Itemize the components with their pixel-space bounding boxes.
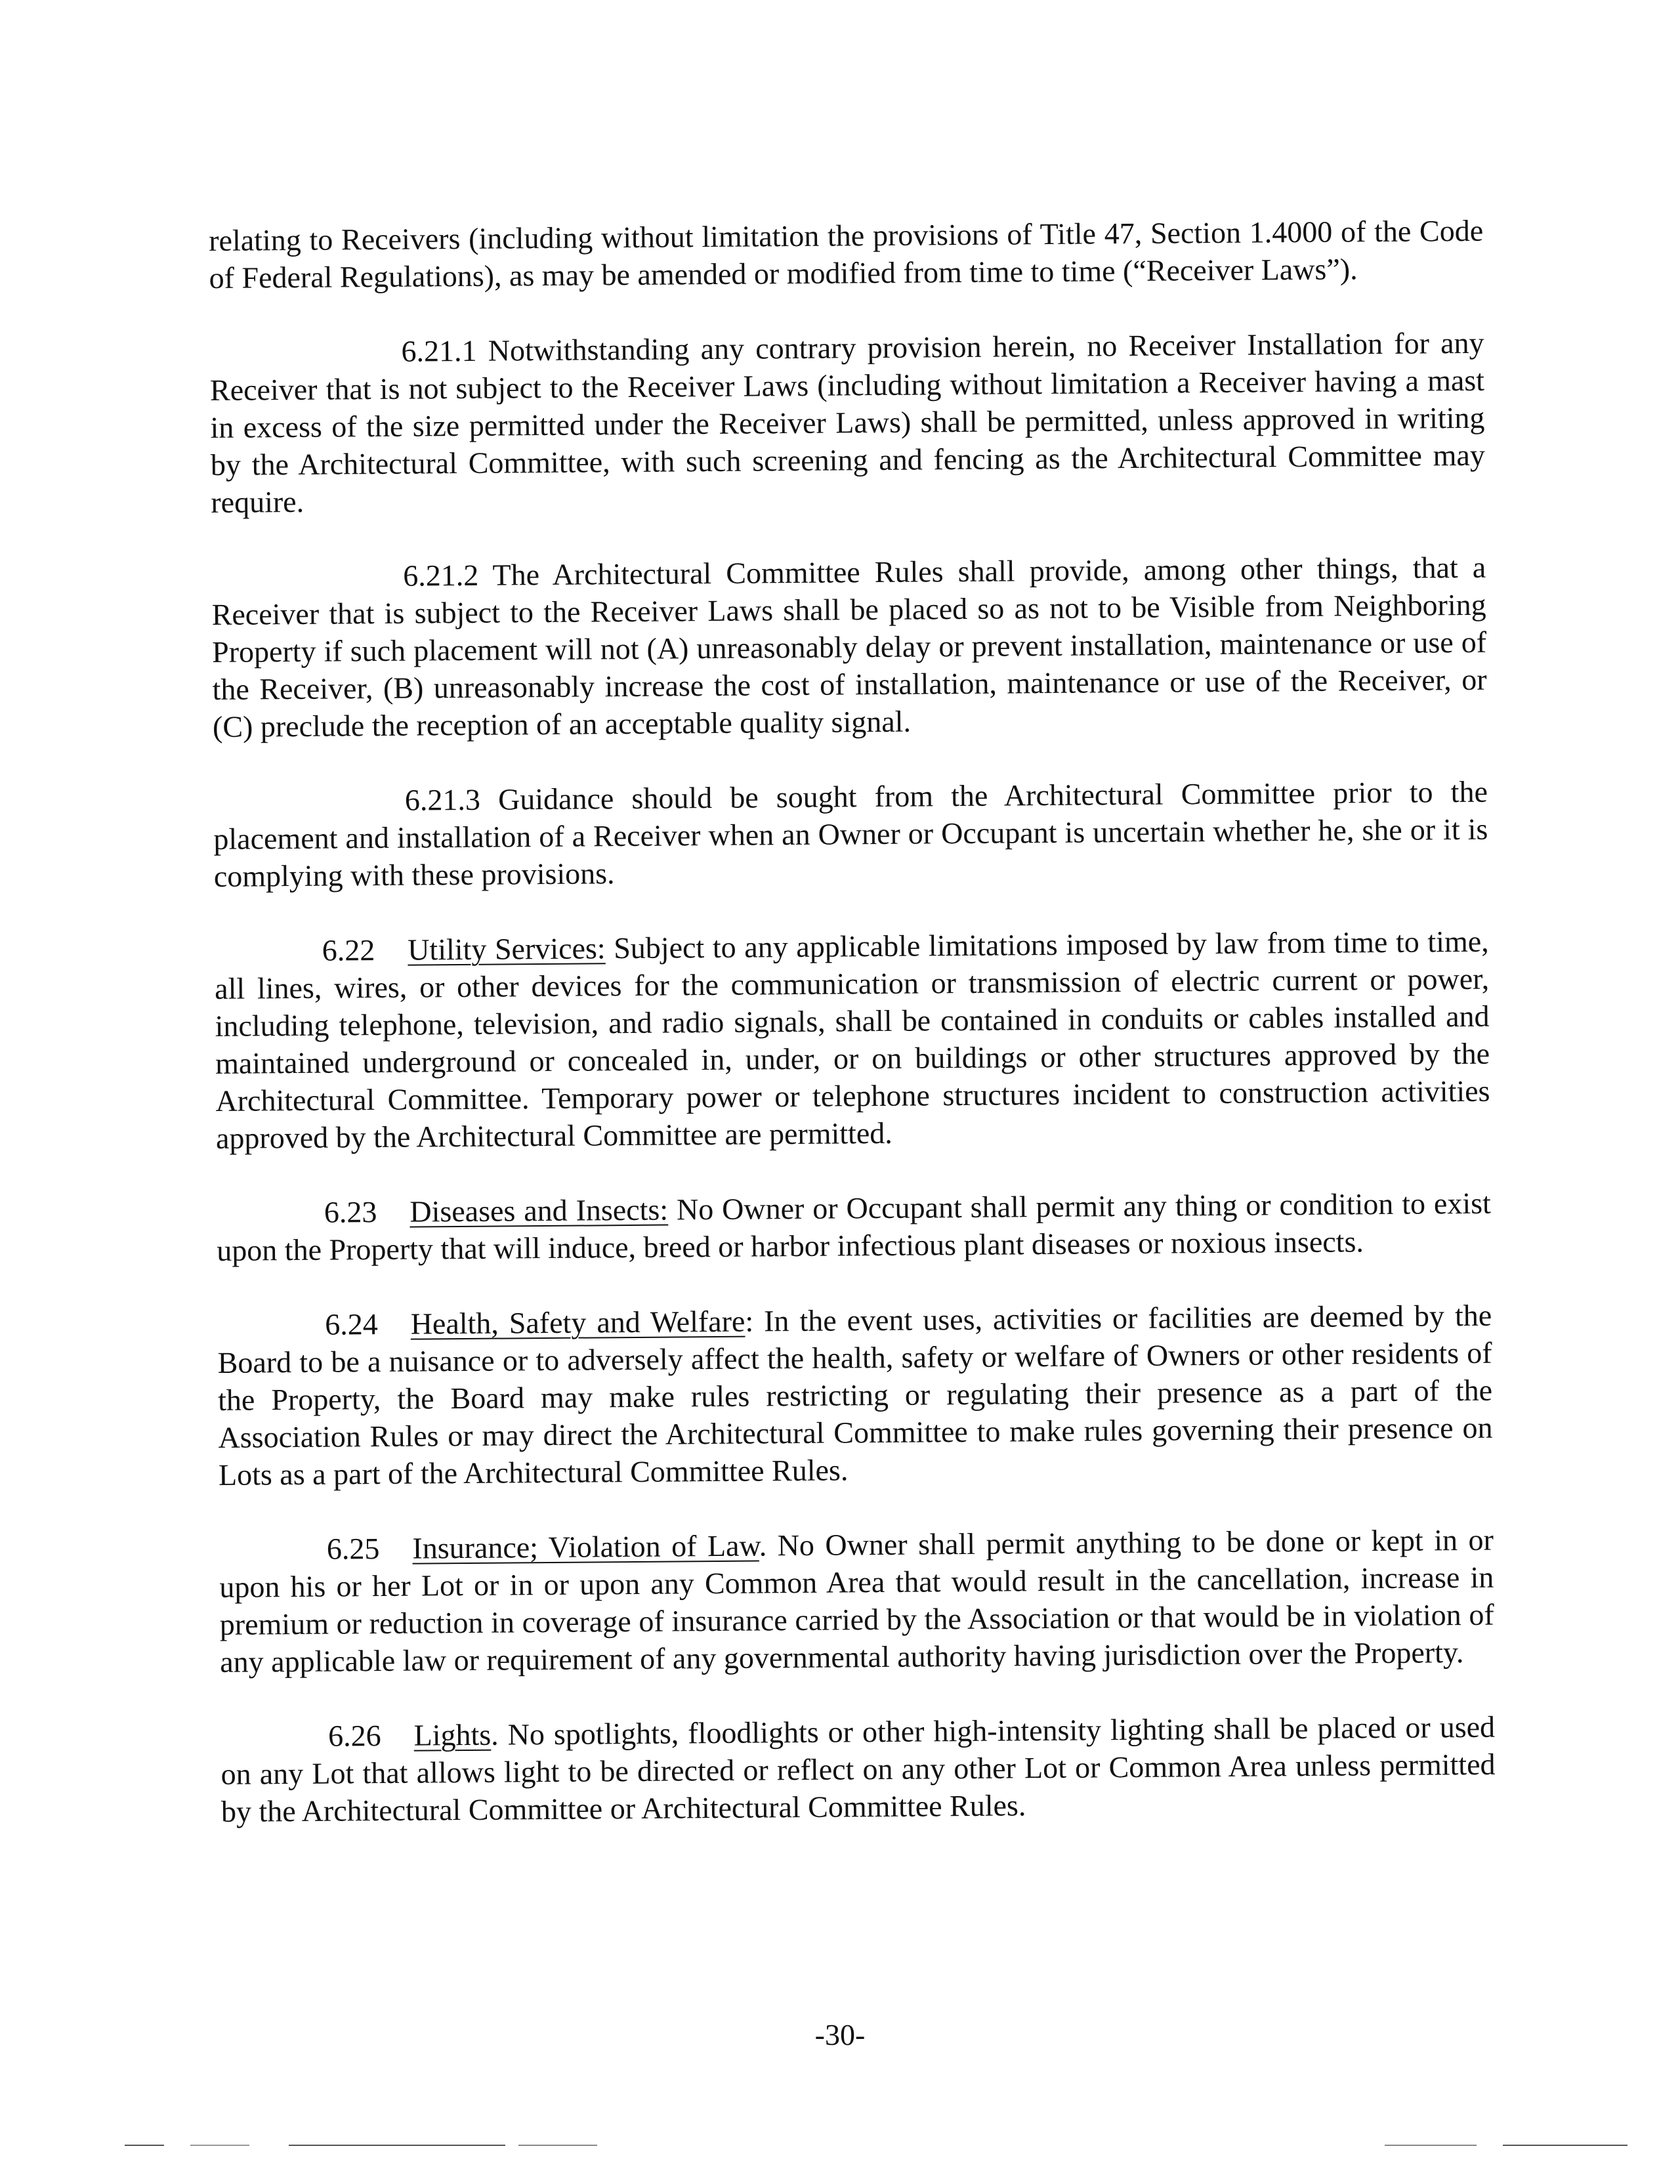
scan-artifact-line [1385, 2145, 1477, 2146]
section-heading: Lights [413, 1717, 492, 1752]
section-6-24 [217, 1297, 1493, 1494]
paragraph-text: Notwithstanding any contrary provision herein, no Receiver Installation for any Receiver that is not subject to the Receiver Laws (including without limitation a Receiver having a mast in excess of the size permitted under the Receiver Laws) shall be permitted, unless approved in writing by the Architectural Committee, with such screening and fencing as the Architectural Committee may require. [209, 326, 1486, 519]
heading-punctuation: . [759, 1528, 767, 1563]
paragraph-text: Guidance should be sought from the Architectural Committee prior to the placement and installation of a Receiver when an Owner or Occupant is uncertain whether he, she or it is complying with these provisions. [213, 774, 1488, 893]
subsection-number: 6.21.1 [401, 333, 477, 368]
section-heading: Utility Services: [408, 931, 606, 967]
paragraph-text: Subject to any applicable limitations imposed by law from time to time, all lines, wires, or other devices for the communication or transmission of electric current or power, including telephone, television, and radio signals, shall be contained in conduits or cables installed and maintained underground or concealed in, under, or on buildings or other structures approved by the Architectural Committee. Temporary power or telephone structures incident to construction activities approved by the Architectural Committee are permitted. [214, 924, 1490, 1155]
section-6-26 [220, 1708, 1496, 1830]
subsection-number: 6.21.3 [404, 782, 481, 817]
paragraph-text: No Owner shall permit anything to be done or kept in or upon his or her Lot or in or upon any Common Area that would result in the cancellation, increase in premium or reduction in coverage of insurance carried by the Association or that would be in violation of any applicable law or requirement of any governmental authority having jurisdiction over the Property. [219, 1522, 1494, 1679]
paragraph-text: In the event uses, activities or facilities are deemed by the Board to be a nuisance or to adversely affect the health, safety or welfare of Owners or other residents of the Property, the Board may make rules restricting or regulating their presence as a part of the Association Rules or may direct the Architectural Committee to make rules governing their presence on Lots as a part of the Architectural Committee Rules. [217, 1298, 1493, 1492]
continuation-paragraph [209, 212, 1484, 297]
subsection-6-21-1 [209, 324, 1485, 521]
paragraph-text: relating to Receivers (including without limitation the provisions of Title 47, Section 1.4000 of the Code of Federal Regulations), as may be amended or modified from time to time (“Receiver Laws”). [209, 213, 1484, 295]
subsection-6-21-3 [213, 773, 1488, 895]
section-number: 6.25 [326, 1532, 380, 1566]
paragraph-text: The Architectural Committee Rules shall provide, among other things, that a Receiver that is subject to the Receiver Laws shall be placed so as not to be Visible from Neighboring Property if such placement will not (A) unreasonably delay or prevent installation, maintenance or use of the Receiver, (B) unreasonably increase the cost of installation, maintenance or use of the Receiver, or (C) preclude the reception of an acceptable quality signal. [211, 550, 1487, 744]
document-body [209, 212, 1496, 1868]
heading-punctuation: . [490, 1717, 499, 1752]
section-number: 6.24 [325, 1307, 378, 1341]
page-number: -30- [814, 2018, 866, 2051]
scan-artifact-line [1503, 2145, 1628, 2146]
section-number: 6.22 [322, 933, 375, 967]
scan-artifact-line [190, 2145, 249, 2146]
paragraph-text: No spotlights, floodlights or other high-intensity lighting shall be placed or used on any Lot that allows light to be directed or reflect on any other Lot or Common Area unless permitted by the Architectural Committee or Architectural Committee Rules. [220, 1710, 1496, 1828]
scan-artifact-line [289, 2145, 505, 2146]
heading-punctuation: : [745, 1304, 754, 1338]
section-number: 6.26 [327, 1719, 381, 1753]
subsection-number: 6.21.2 [403, 558, 479, 593]
section-heading: Health, Safety and Welfare [410, 1304, 746, 1341]
scan-artifact-line [518, 2145, 597, 2146]
section-6-22 [215, 923, 1491, 1157]
section-6-25 [219, 1521, 1495, 1681]
scan-artifact-line [125, 2145, 164, 2146]
section-heading: Diseases and Insects: [410, 1192, 669, 1228]
section-6-23 [217, 1185, 1492, 1269]
subsection-6-21-2 [211, 549, 1487, 746]
section-heading: Insurance; Violation of Law [412, 1528, 759, 1565]
section-number: 6.23 [324, 1195, 377, 1229]
paragraph-text: No Owner or Occupant shall permit any thing or condition to exist upon the Property that will induce, breed or harbor infectious plant diseases or noxious insects. [217, 1186, 1492, 1267]
